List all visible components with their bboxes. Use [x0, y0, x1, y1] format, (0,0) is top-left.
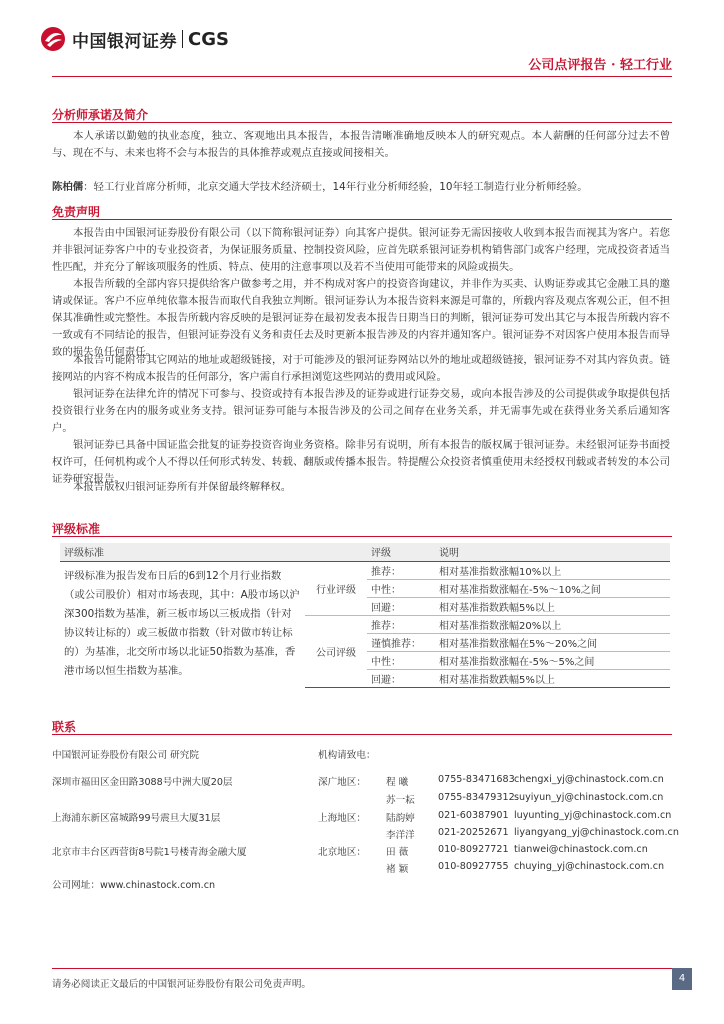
disclaimer-paragraph: 本报告版权归银河证券所有并保留最终解释权。 [73, 481, 292, 493]
contact-name: 程 曦 [386, 777, 409, 788]
contact-phone: 021-60387901 [438, 810, 509, 821]
contact-email[interactable]: tianwei@chinastock.com.cn [514, 844, 648, 855]
disclaimer-section-title: 免责声明 [52, 205, 101, 219]
contact-phone: 0755-83471683 [438, 774, 515, 785]
disclaimer-paragraph: 银河证券在法律允许的情况下可参与、投资或持有本报告涉及的证券或进行证券交易，或向本报告涉及的公司提供或争取提供包括投资银行业务在内的服务或业务支持。银河证券可能与本报告涉及的公司之间存在业务关系，并无需事先或在获得业务关系后通知客户。 [52, 388, 670, 434]
rating-label: 推荐： [367, 561, 435, 579]
inquiry-label: 机构请致电： [318, 750, 376, 761]
rating-table [60, 543, 670, 688]
rating-label: 谨慎推荐： [367, 633, 435, 651]
contact-name: 褚 颖 [386, 864, 409, 875]
contact-name: 陆韵婷 [386, 813, 415, 824]
industry-rating-category: 行业评级 [305, 561, 367, 615]
rating-label: 推荐： [367, 615, 435, 633]
contact-name: 田 薇 [386, 847, 409, 858]
contact-phone: 010-80927721 [438, 844, 509, 855]
header-divider [52, 76, 672, 77]
address-beijing: 北京市丰台区西营街8号院1号楼青海金融大厦 [52, 847, 247, 858]
analyst-section-divider [52, 122, 672, 123]
region-shenzhen: 深广地区： [318, 777, 366, 788]
company-rating-category: 公司评级 [305, 615, 367, 687]
footer-disclaimer: 请务必阅读正文最后的中国银河证券股份有限公司免责声明。 [52, 979, 312, 990]
rating-label: 回避： [367, 597, 435, 615]
contact-email[interactable]: chuying_yj@chinastock.com.cn [514, 861, 665, 872]
rating-section-title: 评级标准 [52, 522, 101, 536]
logo-text-en: CGS [188, 28, 229, 50]
page-number: 4 [672, 968, 692, 990]
table-row [60, 561, 670, 579]
address-shenzhen: 深圳市福田区金田路3088号中洲大厦20层 [52, 777, 233, 788]
page-header [40, 26, 672, 76]
contact-section-divider [52, 734, 672, 735]
disclaimer-section-divider [52, 219, 672, 220]
contact-phone: 010-80927755 [438, 861, 509, 872]
company-logo [40, 26, 229, 52]
region-beijing: 北京地区： [318, 847, 366, 858]
report-type-label: 公司点评报告 · 轻工行业 [528, 58, 672, 73]
disclaimer-paragraph: 本报告可能附带其它网站的地址或超级链接，对于可能涉及的银河证券网站以外的地址或超级链接，银河证券不对其内容负责。链接网站的内容不构成本报告的任何部分，客户需自行承担浏览这些网站的费用或风险。 [52, 354, 670, 383]
contact-section-title: 联系 [52, 720, 77, 734]
analyst-section-title: 分析师承诺及简介 [52, 108, 149, 122]
rating-desc: 相对基准指数跌幅5%以上 [435, 669, 670, 687]
header-description: 说明 [435, 543, 670, 561]
analyst-commitment: 本人承诺以勤勉的执业态度，独立、客观地出具本报告，本报告清晰准确地反映本人的研究观点。本人薪酬的任何部分过去不曾与、现在不与、未来也将不会与本报告的具体推荐或观点直接或间接相关。 [52, 130, 670, 159]
disclaimer-paragraph: 本报告由中国银河证券股份有限公司（以下简称银河证券）向其客户提供。银河证券无需因接收人收到本报告而视其为客户。若您并非银河证券客户中的专业投资者，为保证服务质量、控制投资风险，应首先联系银河证券机构销售部门或客户经理，完成投资者适当性匹配，并充分了解该项服务的性质、特点、使用的注意事项以及若不当使用可能带来的风险或损失。 [52, 227, 670, 273]
rating-desc: 相对基准指数涨幅在5%～20%之间 [435, 633, 670, 651]
rating-desc: 相对基准指数涨幅在-5%～10%之间 [435, 579, 670, 597]
contact-phone: 0755-83479312 [438, 792, 515, 803]
rating-desc: 相对基准指数跌幅5%以上 [435, 597, 670, 615]
analyst-name: 陈柏儒 [52, 181, 84, 193]
footer-divider [52, 968, 672, 969]
analyst-intro [52, 179, 670, 196]
contact-phone: 021-20252671 [438, 827, 509, 838]
rating-desc: 相对基准指数涨幅在-5%～5%之间 [435, 651, 670, 669]
rating-label: 回避： [367, 669, 435, 687]
region-shanghai: 上海地区： [318, 813, 366, 824]
rating-label: 中性： [367, 579, 435, 597]
header-criteria: 评级标准 [60, 543, 305, 561]
disclaimer-paragraph: 银河证券已具备中国证监会批复的证券投资咨询业务资格。除非另有说明，所有本报告的版权属于银河证券。未经银河证券书面授权许可，任何机构或个人不得以任何形式转发、转载、翻版或传播本报告。特提醒公众投资者慎重使用未经授权刊载或者转发的本公司证券研究报告。 [52, 439, 670, 485]
contact-name: 李洋洋 [386, 830, 415, 841]
rating-desc: 相对基准指数涨幅10%以上 [435, 561, 670, 579]
rating-table-header [60, 543, 670, 561]
disclaimer-paragraph: 本报告所载的全部内容只提供给客户做参考之用，并不构成对客户的投资咨询建议，并非作为买卖、认购证券或其它金融工具的邀请或保证。客户不应单纯依靠本报告而取代自我独立判断。银河证券认为本报告资料来源是可靠的，所载内容及观点客观公正，但不担保其准确性或完整性。本报告所载内容反映的是银河证券在最初发表本报告日期当日的判断，银河证券可发出其它与本报告所载内容不一致或有不同结论的报告，但银河证券没有义务和责任去及时更新本报告涉及的内容并通知客户。银河证券不对因客户使用本报告而导致的损失负任何责任。 [52, 278, 670, 358]
contact-email[interactable]: suyiyun_yj@chinastock.com.cn [514, 792, 664, 803]
rating-section-divider [52, 536, 672, 537]
rating-desc: 相对基准指数涨幅20%以上 [435, 615, 670, 633]
address-shanghai: 上海浦东新区富城路99号震旦大厦31层 [52, 813, 221, 824]
rating-label: 中性： [367, 651, 435, 669]
galaxy-logo-icon [40, 26, 66, 52]
logo-text-cn: 中国银河证券 [72, 31, 177, 52]
contact-email[interactable]: chengxi_yj@chinastock.com.cn [514, 774, 664, 785]
header-rating: 评级 [367, 543, 435, 561]
company-website[interactable]: 公司网址：www.chinastock.com.cn [52, 880, 216, 891]
contact-email[interactable]: liyangyang_yj@chinastock.com.cn [514, 827, 679, 838]
contact-email[interactable]: luyunting_yj@chinastock.com.cn [514, 810, 672, 821]
contact-name: 苏一耘 [386, 795, 415, 806]
logo-divider [182, 30, 183, 48]
company-name: 中国银河证券股份有限公司 研究院 [52, 750, 199, 761]
rating-criteria-text: 评级标准为报告发布日后的6到12个月行业指数（或公司股价）相对市场表现，其中：A股市场以沪深300指数为基准，新三板市场以三板成指（针对协议转让标的）或三板做市指数（针对做市转让标的）为基准，北交所市场以北证50指数为基准，香港市场以恒生指数为基准。 [64, 570, 300, 678]
analyst-bio: ：轻工行业首席分析师，北京交通大学技术经济硕士，14年行业分析师经验，10年轻工制造行业分析师经验。 [83, 181, 588, 193]
